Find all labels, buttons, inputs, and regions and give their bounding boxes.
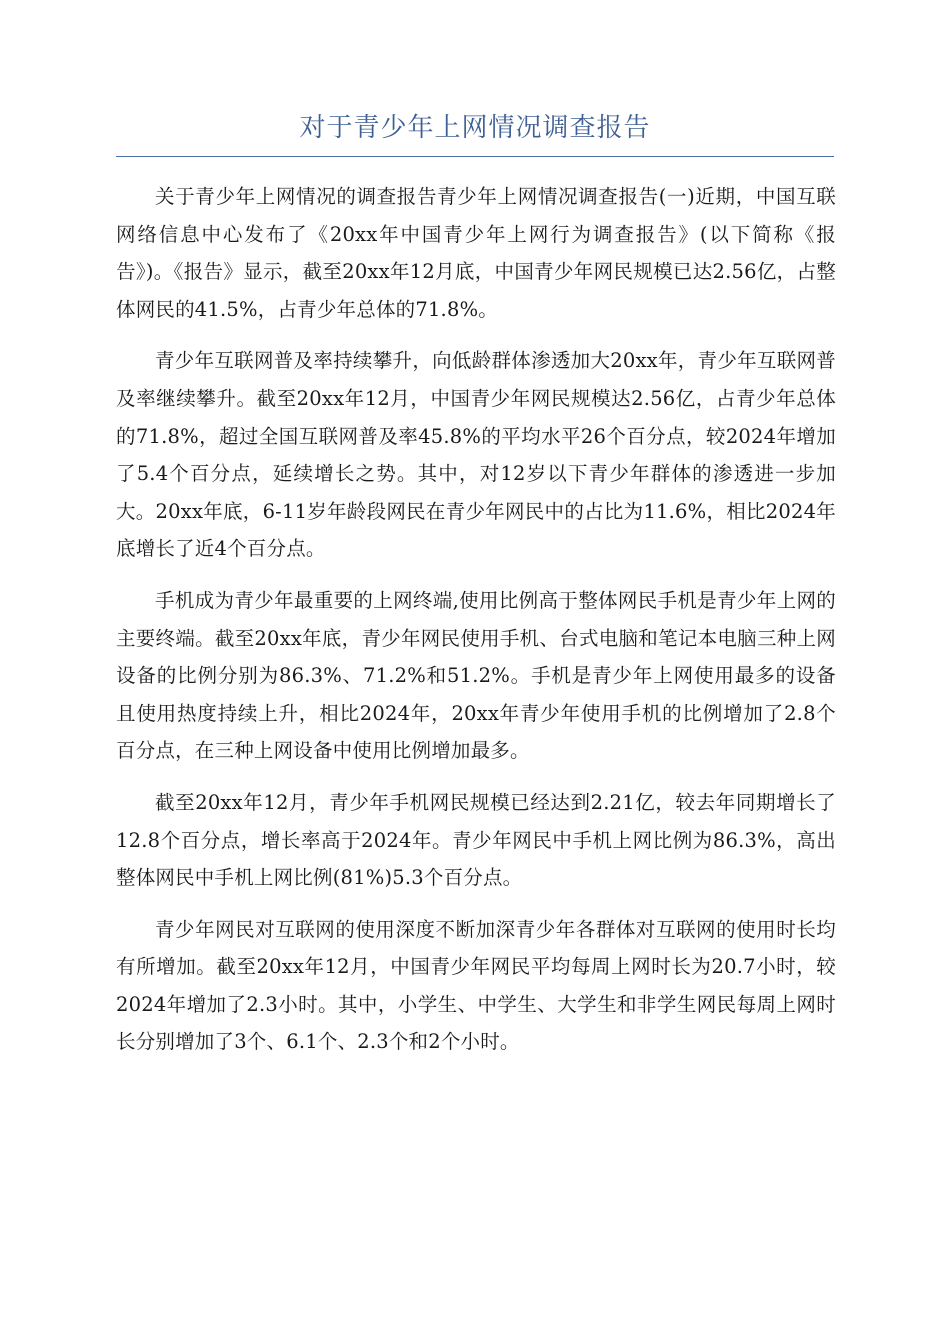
document-body bbox=[116, 178, 836, 1075]
paragraph-3: 手机成为青少年最重要的上网终端,使用比例高于整体网民手机是青少年上网的主要终端。截至20xx年底，青少年网民使用手机、台式电脑和笔记本电脑三种上网设备的比例分别为86.3%、71.2%和51.2%。手机是青少年上网使用最多的设备且使用热度持续上升，相比2024年，20xx年青少年使用手机的比例增加了2.8个百分点，在三种上网设备中使用比例增加最多。 bbox=[116, 588, 836, 763]
title-block bbox=[116, 108, 834, 157]
paragraph-1: 关于青少年上网情况的调查报告青少年上网情况调查报告(一)近期，中国互联网络信息中心发布了《20xx年中国青少年上网行为调查报告》(以下简称《报告》)。《报告》显示，截至20xx年12月底，中国青少年网民规模已达2.56亿，占整体网民的41.5%，占青少年总体的71.8%。 bbox=[116, 185, 836, 321]
paragraph-2: 青少年互联网普及率持续攀升，向低龄群体渗透加大20xx年，青少年互联网普及率继续攀升。截至20xx年12月，中国青少年网民规模达2.56亿，占青少年总体的71.8%，超过全国互联网普及率45.8%的平均水平26个百分点，较2024年增加了5.4个百分点，延续增长之势。其中，对12岁以下青少年群体的渗透进一步加大。20xx年底，6-11岁年龄段网民在青少年网民中的占比为11.6%，相比2024年底增长了近4个百分点。 bbox=[116, 349, 836, 561]
document-title: 对于青少年上网情况调查报告 bbox=[299, 113, 651, 143]
paragraph-4: 截至20xx年12月，青少年手机网民规模已经达到2.21亿，较去年同期增长了12.8个百分点，增长率高于2024年。青少年网民中手机上网比例为86.3%，高出整体网民中手机上网比例(81%)5.3个百分点。 bbox=[116, 790, 836, 890]
paragraph-5: 青少年网民对互联网的使用深度不断加深青少年各群体对互联网的使用时长均有所增加。截至20xx年12月，中国青少年网民平均每周上网时长为20.7小时，较2024年增加了2.3小时。其中，小学生、中学生、大学生和非学生网民每周上网时长分别增加了3个、6.1个、2.3个和2个小时。 bbox=[116, 917, 836, 1054]
